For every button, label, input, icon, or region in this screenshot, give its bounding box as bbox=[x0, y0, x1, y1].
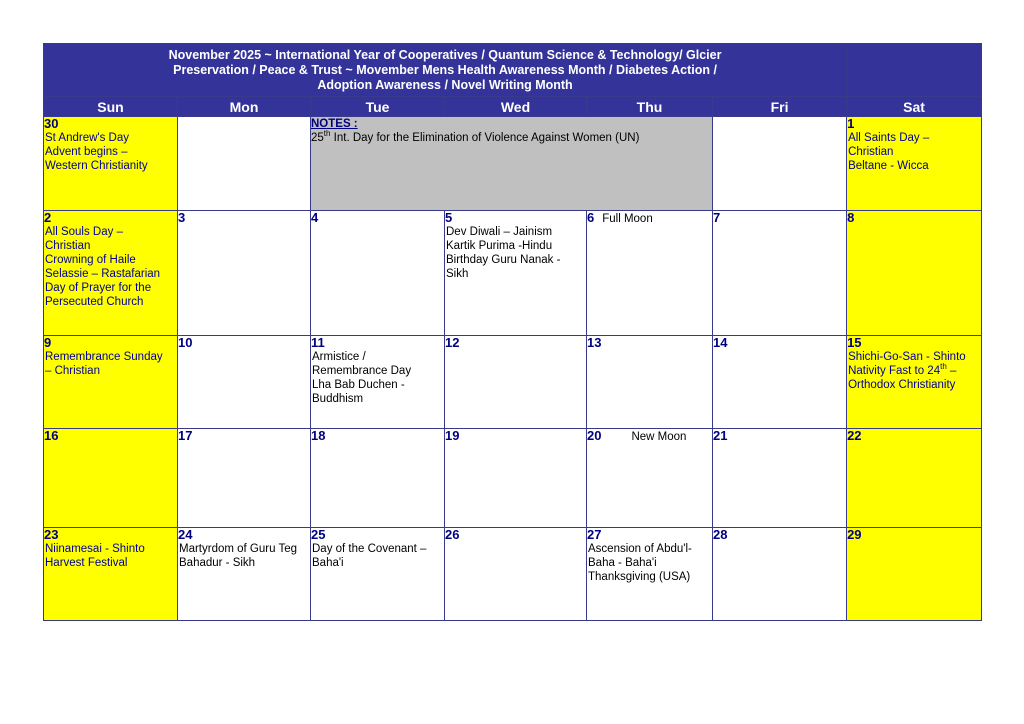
day-cell-5 bbox=[445, 211, 587, 336]
date-number: 8 bbox=[847, 210, 855, 225]
day-cell-20 bbox=[587, 429, 713, 528]
date-number: 29 bbox=[847, 527, 862, 542]
event bbox=[847, 364, 981, 378]
day-cell-24 bbox=[178, 528, 311, 621]
date-number: 17 bbox=[178, 428, 193, 443]
header-line-1: November 2025 ~ International Year of Cooperatives / Quantum Science & Technology/ Glcier bbox=[168, 47, 722, 62]
date-number: 19 bbox=[445, 428, 460, 443]
date-number: 16 bbox=[44, 428, 59, 443]
event: Armistice / bbox=[312, 351, 366, 363]
day-cell-12 bbox=[445, 336, 587, 429]
event: Lha Bab Duchen - bbox=[312, 379, 405, 391]
date-number: 26 bbox=[445, 527, 460, 542]
event: Baha'i bbox=[312, 557, 344, 569]
day-cell-25 bbox=[311, 528, 445, 621]
event: All Saints Day – bbox=[848, 132, 930, 144]
day-cell-9 bbox=[44, 336, 178, 429]
event: Advent begins – bbox=[45, 146, 128, 158]
event: Persecuted Church bbox=[45, 296, 144, 308]
day-cell-15 bbox=[847, 336, 982, 429]
header-blank bbox=[847, 44, 982, 97]
weekday-fri: Fri bbox=[713, 97, 847, 117]
date-number: 28 bbox=[713, 527, 728, 542]
event: Thanksgiving (USA) bbox=[588, 571, 691, 583]
event: Remembrance Day bbox=[312, 365, 412, 377]
event: Selassie – Rastafarian bbox=[45, 268, 161, 280]
day-cell-18 bbox=[311, 429, 445, 528]
date-number: 6 bbox=[587, 210, 595, 225]
date-number: 3 bbox=[178, 210, 186, 225]
date-number: 1 bbox=[847, 116, 855, 131]
day-cell-14 bbox=[713, 336, 847, 429]
day-cell-30 bbox=[44, 117, 178, 211]
event: Dev Diwali – Jainism bbox=[446, 226, 553, 238]
day-cell-29 bbox=[847, 528, 982, 621]
date-number: 27 bbox=[587, 527, 602, 542]
date-number: 25 bbox=[311, 527, 326, 542]
date-number: 4 bbox=[311, 210, 319, 225]
event: Birthday Guru Nanak - bbox=[446, 254, 561, 266]
day-cell-4 bbox=[311, 211, 445, 336]
event: Remembrance Sunday bbox=[45, 351, 163, 363]
day-cell-21 bbox=[713, 429, 847, 528]
day-cell-3 bbox=[178, 211, 311, 336]
notes-text: Int. Day for the Elimination of Violence Against Women (UN) bbox=[330, 132, 640, 144]
event: Western Christianity bbox=[45, 160, 148, 172]
event: – Christian bbox=[45, 365, 100, 377]
event: Orthodox Christianity bbox=[848, 379, 956, 391]
date-number: 12 bbox=[445, 335, 460, 350]
day-cell-8 bbox=[847, 211, 982, 336]
event: Bahadur - Sikh bbox=[179, 557, 256, 569]
event-suffix: th bbox=[940, 362, 947, 372]
day-cell-10 bbox=[178, 336, 311, 429]
event: Crowning of Haile bbox=[45, 254, 136, 266]
date-number: 13 bbox=[587, 335, 602, 350]
date-number: 30 bbox=[44, 116, 59, 131]
event: Christian bbox=[848, 146, 894, 158]
event: Christian bbox=[45, 240, 91, 252]
day-cell-11 bbox=[311, 336, 445, 429]
date-number: 2 bbox=[44, 210, 52, 225]
header-line-2: Preservation / Peace & Trust ~ Movember Mens Health Awareness Month / Diabetes Action / bbox=[173, 62, 717, 77]
day-cell-empty bbox=[713, 117, 847, 211]
event-text: – bbox=[946, 365, 957, 377]
weekday-tue: Tue bbox=[311, 97, 445, 117]
day-cell-1 bbox=[847, 117, 982, 211]
day-cell-19 bbox=[445, 429, 587, 528]
date-number: 7 bbox=[713, 210, 721, 225]
notes-day: 25 bbox=[311, 132, 324, 144]
weekday-sat: Sat bbox=[847, 97, 982, 117]
full-moon-label: Full Moon bbox=[602, 213, 653, 225]
day-cell-26 bbox=[445, 528, 587, 621]
day-cell-13 bbox=[587, 336, 713, 429]
new-moon-label: New Moon bbox=[631, 431, 687, 443]
date-number: 21 bbox=[713, 428, 728, 443]
day-cell-23 bbox=[44, 528, 178, 621]
date-number: 18 bbox=[311, 428, 326, 443]
notes-entry bbox=[311, 131, 712, 145]
day-cell-6 bbox=[587, 211, 713, 336]
day-cell-28 bbox=[713, 528, 847, 621]
event: All Souls Day – bbox=[45, 226, 123, 238]
date-number: 23 bbox=[44, 527, 59, 542]
event: Beltane - Wicca bbox=[848, 160, 929, 172]
day-cell-2 bbox=[44, 211, 178, 336]
date-number: 20 bbox=[587, 428, 602, 443]
notes-day-suffix: th bbox=[323, 129, 331, 139]
day-cell-empty bbox=[178, 117, 311, 211]
date-number: 24 bbox=[178, 527, 193, 542]
date-number: 15 bbox=[847, 335, 862, 350]
weekday-thu: Thu bbox=[587, 97, 713, 117]
date-number: 14 bbox=[713, 335, 728, 350]
event: Niinamesai - Shinto bbox=[45, 543, 145, 555]
notes-box bbox=[311, 117, 713, 211]
header-line-3: Adoption Awareness / Novel Writing Month bbox=[317, 77, 573, 92]
day-cell-7 bbox=[713, 211, 847, 336]
date-number: 11 bbox=[311, 335, 325, 350]
day-cell-22 bbox=[847, 429, 982, 528]
weekday-sun: Sun bbox=[44, 97, 178, 117]
event: Martyrdom of Guru Teg bbox=[179, 543, 298, 555]
event: Ascension of Abdu'l- bbox=[588, 543, 692, 555]
event-text: Nativity Fast to 24 bbox=[848, 365, 941, 377]
event: Day of Prayer for the bbox=[45, 282, 152, 294]
event: Harvest Festival bbox=[45, 557, 128, 569]
event: Shichi-Go-San - Shinto bbox=[848, 351, 966, 363]
date-number: 22 bbox=[847, 428, 862, 443]
event: St Andrew's Day bbox=[45, 132, 130, 144]
day-cell-27 bbox=[587, 528, 713, 621]
calendar-header bbox=[44, 44, 847, 97]
weekday-row bbox=[44, 97, 982, 117]
day-cell-17 bbox=[178, 429, 311, 528]
day-cell-16 bbox=[44, 429, 178, 528]
event: Sikh bbox=[446, 268, 469, 280]
date-number: 9 bbox=[44, 335, 52, 350]
notes-title: NOTES : bbox=[311, 118, 358, 130]
weekday-wed: Wed bbox=[445, 97, 587, 117]
event: Buddhism bbox=[312, 393, 364, 405]
event: Baha - Baha'i bbox=[588, 557, 657, 569]
calendar-grid bbox=[43, 43, 982, 621]
event: Kartik Purima -Hindu bbox=[446, 240, 553, 252]
date-number: 10 bbox=[178, 335, 193, 350]
event: Day of the Covenant – bbox=[312, 543, 427, 555]
date-number: 5 bbox=[445, 210, 453, 225]
weekday-mon: Mon bbox=[178, 97, 311, 117]
